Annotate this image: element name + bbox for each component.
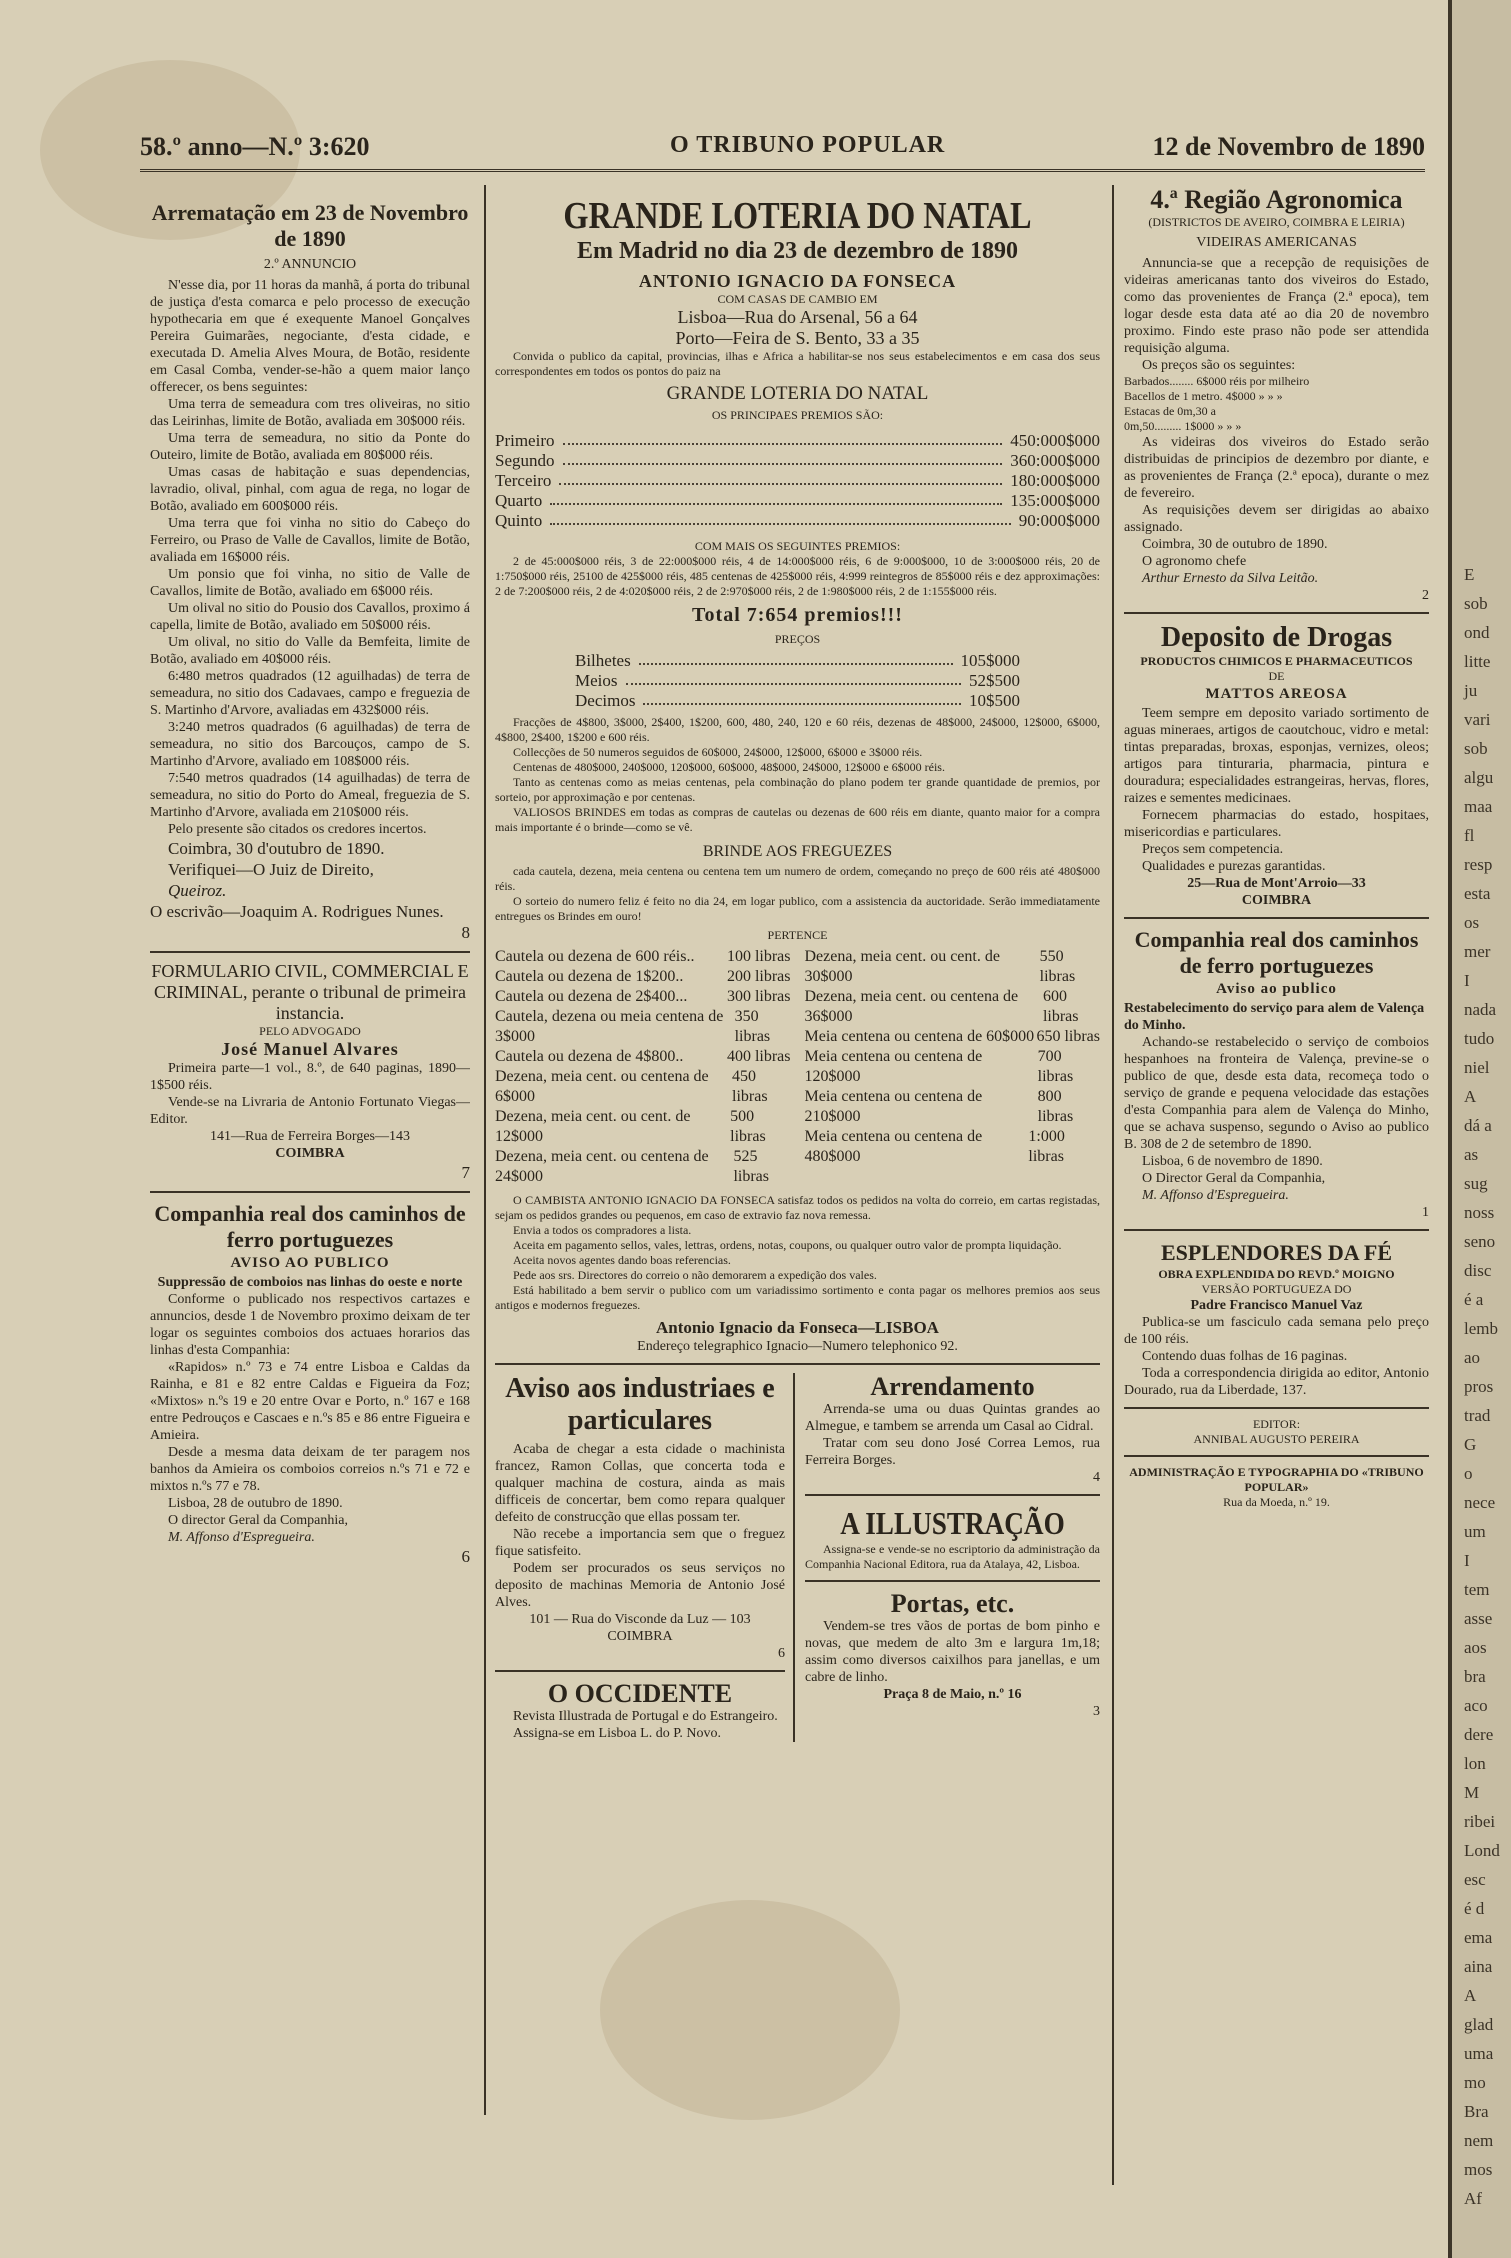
prize-label: Quarto (495, 491, 543, 510)
divider (150, 1191, 470, 1193)
price-list (575, 651, 1020, 711)
arrematacao-item: Uma terra de semeadura, no sitio da Ponte do Outeiro, limite de Botão, avaliada em 80$000 réis. (150, 431, 470, 463)
brinde-row: Dezena, meia cent. ou cent. de 12$000 500 libras (495, 1108, 766, 1145)
divider (1124, 1455, 1429, 1457)
next-page-fragment: seno (1464, 1232, 1496, 1251)
loteria-title2: GRANDE LOTERIA DO NATAL (666, 383, 929, 404)
next-page-fragment: niel (1464, 1058, 1490, 1077)
regiao-text: As requisições devem ser dirigidas ao abaixo assignado. (1124, 503, 1429, 535)
arrematacao-item: Pelo presente são citados os credores incertos. (168, 822, 427, 837)
arrematacao-item: Um olival, no sitio do Valle da Bemfeita, limite de Botão, avaliado em 40$000 réis. (150, 635, 470, 667)
drogas-text: Teem sempre em deposito variado sortimento de aguas mineraes, artigos de caoutchouc, vidro e metal: tintas preparadas, broxas, esponjas, vernizes, oleos; artigos para tinturaria, pharmacia, pintura e douradura; especialidades estrangeiras, hervas, flores, raizes e sementes medicinaes. (1124, 706, 1429, 806)
issue-number: 58.º anno—N.º 3:620 (140, 132, 370, 161)
next-page-fragment: resp (1464, 855, 1493, 874)
next-page-fragment: A (1464, 1087, 1477, 1106)
next-page-fragment: maa (1464, 797, 1493, 816)
arrematacao-item: Um ponsio que foi vinha, no sitio de Valle de Cavallos, limite de Botão, avaliado em 6$000 réis. (150, 567, 470, 599)
loteria-telegraph: Endereço telegraphico Ignacio—Numero telephonico 92. (637, 1339, 958, 1354)
arrematacao-clerk: O escrivão—Joaquim A. Rodrigues Nunes. (150, 902, 444, 921)
arrematacao-item: Uma terra que foi vinha no sitio do Cabeço do Ferreiro, ou Praso de Valle de Cavallos, limite de Botão, avaliada em 16$000 réis. (150, 516, 470, 565)
arrematacao-verif: Verifiquei—O Juiz de Direito, (168, 860, 374, 879)
next-page-fragment: asse (1464, 1609, 1493, 1628)
bottom-ads (495, 1373, 1100, 1742)
aviso-ind-text: Acaba de chegar a esta cidade o machinista francez, Ramon Collas, que concerta toda e qualquer machina de costura, ainda as mais difficeis de concertar, bem como repara qualquer defeito de construcção que ellas possam ter. (495, 1442, 785, 1525)
brinde-table (495, 947, 1100, 1187)
next-page-fragment: trad (1464, 1406, 1491, 1425)
bottom-ads-right (805, 1373, 1100, 1742)
arrematacao-title: Arrematação em 23 de Novembro de 1890 (151, 200, 469, 251)
next-page-fragment: dere (1464, 1725, 1494, 1744)
brinde-text: O sorteio do numero feliz é feito no dia 24, em logar publico, com a assistencia da auctoridade. Serão immediatamente entregues os Brindes em ouro! (495, 894, 1100, 923)
esplendores-author: Padre Francisco Manuel Vaz (1190, 1298, 1363, 1313)
price-label: Meios (575, 671, 618, 690)
formulario-by: PELO ADVOGADO (259, 1024, 361, 1038)
arrendamento-title: Arrendamento (870, 1372, 1035, 1401)
divider (805, 1494, 1100, 1496)
loteria-precos: PREÇOS (774, 632, 821, 646)
loteria-text: Aceita em pagamento sellos, vales, lettras, ordens, notas, coupons, ou qualquer outro valor de prompta liquidação. (513, 1238, 1062, 1252)
ad-number: 6 (778, 1646, 785, 1661)
loteria-text: Está habilitado a bem servir o publico com um variadissimo sortimento e conta pagar os melhores premios aos seus antigos e modernos freguezes. (495, 1283, 1100, 1312)
drogas-de: DE (1268, 669, 1285, 683)
price-row (575, 651, 1020, 671)
next-page-fragment: aos (1464, 1638, 1487, 1657)
esplendores-text: Toda a correspondencia dirigida ao editor, Antonio Dourado, rua da Liberdade, 137. (1124, 1366, 1429, 1398)
regiao-price: Bacellos de 1 metro. 4$000 » » » (1124, 389, 1283, 403)
companhia-sig: O director Geral da Companhia, (168, 1513, 348, 1528)
next-page-fragment: é a (1464, 1290, 1484, 1309)
price-value: 10$500 (969, 691, 1020, 710)
aviso-ind-text: Não recebe a importancia sem que o freguez fique satisfeito. (495, 1527, 785, 1559)
brinde-row: Dezena, meia cent. ou cent. de 30$000 550 libras (804, 948, 1076, 985)
loteria-title: GRANDE LOTERIA DO NATAL (563, 195, 1032, 237)
arrematacao-date: Coimbra, 30 d'outubro de 1890. (168, 839, 385, 858)
divider (1124, 612, 1429, 614)
next-page-fragment: ribei (1464, 1812, 1496, 1831)
next-page-fragment: ema (1464, 1928, 1493, 1947)
price-label: Bilhetes (575, 651, 631, 670)
portas-title: Portas, etc. (890, 1589, 1015, 1618)
editor-name: ANNIBAL AUGUSTO PEREIRA (1193, 1432, 1360, 1446)
next-page-fragment: sob (1464, 739, 1488, 758)
loteria-text: Tanto as centenas como as meias centenas, pela combinação do plano podem ter grande quantidade de premios, por sorteio, por approximação e por centenas. (495, 775, 1100, 804)
illustracao-title: A ILLUSTRAÇÃO (840, 1505, 1065, 1541)
prize-row (495, 511, 1100, 531)
regiao-text: Annuncia-se que a recepção de requisições de videiras americanas tanto dos viveiros do Estado, como das provenientes de França (2.ª epoca), tem logar desde esta data até ao dia 20 de novembro proximo. Findo este praso não pode ser attendida requisição alguma. (1124, 256, 1429, 356)
ad-number: 1 (1422, 1205, 1429, 1220)
pertence-label: PERTENCE (767, 928, 828, 942)
drogas-text: Qualidades e purezas garantidas. (1142, 859, 1326, 874)
next-page-fragment: pros (1464, 1377, 1494, 1396)
ad-number: 8 (461, 923, 470, 942)
illustracao-text: Assigna-se e vende-se no escriptorio da administração da Companhia Nacional Editora, rua da Atalaya, 42, Lisboa. (805, 1542, 1100, 1571)
aviso-ind-city: COIMBRA (607, 1629, 673, 1644)
divider (150, 951, 470, 953)
next-page-fragment: sob (1464, 594, 1488, 613)
regiao-text: As videiras dos viveiros do Estado serão distribuidas de principios de dezembro por diante, e as provenientes de França (2.ª epoca), durante o mez de fevereiro. (1124, 435, 1429, 501)
next-page-fragment: tudo (1464, 1029, 1495, 1048)
arrendamento-text: Tratar com seu dono José Correa Lemos, rua Ferreira Borges. (805, 1436, 1100, 1468)
companhia-text: Desde a mesma data deixam de ter paragem nos banhos da Amieira os comboios correios n.ºs 71 e 72 e mixtos n.ºs 77 e 78. (150, 1445, 470, 1494)
arrematacao-item: 3:240 metros quadrados (6 aguilhadas) de terra de semeadura, no sitio dos Barcouços, campo de S. Martinho d'Arvore, avaliado em 108$000 réis. (150, 720, 470, 769)
formulario-city: COIMBRA (275, 1146, 345, 1161)
brinde-row: Cautela ou dezena de 1$200.. 200 libras (495, 968, 791, 985)
next-page-fragment: M (1464, 1783, 1480, 1802)
column-3 (1124, 185, 1429, 2185)
next-page-fragment: os (1464, 913, 1480, 932)
loteria-text: Aceita novos agentes dando boas referencias. (513, 1253, 731, 1267)
loteria-agent: ANTONIO IGNACIO DA FONSECA (638, 271, 957, 291)
bottom-ads-left (495, 1373, 795, 1742)
occidente-text: Assigna-se em Lisboa L. do P. Novo. (513, 1726, 722, 1741)
regiao-title: 4.ª Região Agronomica (1150, 185, 1403, 214)
companhia-aviso: AVISO AO PUBLICO (230, 1255, 390, 1271)
next-page-fragment: ju (1464, 681, 1478, 700)
aviso-ind-text: Podem ser procurados os seus serviços no deposito de machinas Memoria de Antonio José Alves. (495, 1561, 785, 1610)
brinde-row: Meia centena ou centena de 120$000 700 libras (804, 1048, 1074, 1085)
brinde-row: Meia centena ou centena de 480$000 1:000 libras (804, 1128, 1065, 1165)
ad-number: 2 (1422, 588, 1429, 603)
companhia2-sig: O Director Geral da Companhia, (1142, 1171, 1326, 1186)
loteria-text: O CAMBISTA ANTONIO IGNACIO DA FONSECA satisfaz todos os pedidos na volta do correio, em cartas registadas, sejam os pedidos grandes ou pequenos, em caso de extravio faz nova remessa. (495, 1193, 1100, 1222)
next-page-fragment: Af (1464, 2189, 1482, 2208)
companhia-text: Conforme o publicado nos respectivos cartazes e annuncios, desde 1 de Novembro proximo deixam de ter logar os seguintes comboios dos actuaes horarios das linhas d'esta Companhia: (150, 1292, 470, 1358)
prize-row (495, 451, 1100, 471)
brinde-table-right (805, 947, 1101, 1187)
companhia-date: Lisboa, 28 de outubro de 1890. (168, 1496, 343, 1511)
loteria-total: Total 7:654 premios!!! (692, 604, 903, 626)
loteria-more: 2 de 45:000$000 réis, 3 de 22:000$000 réis, 4 de 14:000$000 réis, 6 de 9:000$000, 10 de 3:000$000 réis, 20 de 1:750$000 réis, 25100 de 425$000 réis, 485 centenas de 425$000 réis, 4:999 reintegros de 85$000 réis e dez approximações: 2 de 7:200$000 réis, 2 de 4:020$000 réis, 2 de 2:970$000 réis, 2 de 1:980$000 réis, 2 de 1:155$000 réis. (495, 554, 1100, 598)
next-page-fragment: aco (1464, 1696, 1488, 1715)
prize-label: Primeiro (495, 431, 555, 450)
loteria-principais: OS PRINCIPAES PREMIOS SÃO: (711, 408, 884, 422)
ad-number: 4 (1093, 1470, 1100, 1485)
masthead (140, 128, 1425, 172)
esplendores-sub: OBRA EXPLENDIDA DO REVD.º MOIGNO (1158, 1267, 1395, 1281)
next-page-fragment: nece (1464, 1493, 1496, 1512)
drogas-text: Fornecem pharmacias do estado, hospitaes, misericordias e particulares. (1124, 808, 1429, 840)
brinde-title: BRINDE AOS FREGUEZES (702, 843, 893, 860)
companhia-title: Companhia real dos caminhos de ferro portuguezes (154, 1201, 466, 1252)
esplendores-text: Publica-se um fasciculo cada semana pelo preço de 100 réis. (1124, 1315, 1429, 1347)
next-page-fragment: nada (1464, 1000, 1497, 1019)
companhia2-name: M. Affonso d'Espregueira. (1142, 1188, 1289, 1203)
brinde-table-left (495, 947, 791, 1187)
companhia-text: «Rapidos» n.º 73 e 74 entre Lisboa e Caldas da Rainha, e 81 e 82 entre Caldas e Figueira da Foz; «Mixtos» n.ºs 19 e 20 entre Ovar e Porto, n.º 167 e 168 entre Pedrouços e Cascaes e n.ºs 85 e 86 entre Figueira e Amieira. (150, 1360, 470, 1443)
prize-value: 450:000$000 (1010, 431, 1100, 450)
brinde-row: Cautela ou dezena de 600 réis.. 100 libras (495, 948, 791, 965)
loteria-subtitle: Em Madrid no dia 23 de dezembro de 1890 (577, 238, 1018, 264)
next-page-fragment: Bra (1464, 2102, 1489, 2121)
next-page-fragment: A (1464, 1986, 1477, 2005)
aviso-ind-title: Aviso aos industriaes e particulares (505, 1373, 775, 1436)
divider (1124, 917, 1429, 919)
brinde-row: Meia centena ou centena de 210$000 800 libras (804, 1088, 1074, 1125)
next-page-fragment: ao (1464, 1348, 1481, 1367)
column-2 (495, 195, 1100, 2075)
loteria-text: Envia a todos os compradores a lista. (513, 1223, 692, 1237)
next-page-fragment: litte (1464, 652, 1491, 671)
arrematacao-item: 7:540 metros quadrados (14 aguilhadas) de terra de semeadura, no sitio do Porto do Ameal, freguezia de S. Martinho d'Arvore, avaliada em 210$000 réis. (150, 771, 470, 820)
price-value: 105$000 (960, 651, 1020, 670)
loteria-casas: COM CASAS DE CAMBIO EM (717, 292, 878, 306)
esplendores-text: Contendo duas folhas de 16 paginas. (1142, 1349, 1348, 1364)
prize-row (495, 471, 1100, 491)
divider (805, 1580, 1100, 1582)
arrematacao-item: Um olival no sitio do Pousio dos Cavallos, proximo á capella, limite de Botão, avaliado em 50$000 réis. (150, 601, 470, 633)
next-page-fragment: aina (1464, 1957, 1493, 1976)
portas-address: Praça 8 de Maio, n.º 16 (883, 1687, 1022, 1702)
formulario-text: Primeira parte—1 vol., 8.º, de 640 paginas, 1890—1$500 réis. (150, 1061, 470, 1093)
brinde-row: Cautela ou dezena de 2$400... 300 libras (495, 988, 791, 1005)
column-rule (484, 185, 486, 2115)
next-page-fragment: é d (1464, 1899, 1485, 1918)
prize-value: 135:000$000 (1010, 491, 1100, 510)
next-page-edge (1452, 0, 1511, 2258)
arrematacao-body: N'esse dia, por 11 horas da manhã, á porta do tribunal de justiça d'esta comarca e pelo processo de execução hypothecaria em que é exequente Manoel Gonçalves Pereira Guimarães, negociante, d'esta cidade, e executada D. Amelia Alves Moura, de Botão, residente em Casal Comba, vender-se-hão a quem maior lanço offerecer, os bens seguintes: (150, 278, 470, 395)
next-page-fragment: I (1464, 1551, 1470, 1570)
next-page-fragment: ond (1464, 623, 1490, 642)
prize-value: 90:000$000 (1018, 511, 1100, 530)
prize-label: Terceiro (495, 471, 552, 490)
next-page-fragment: as (1464, 1145, 1479, 1164)
arrematacao-subtitle: 2.º ANNUNCIO (263, 257, 357, 272)
drogas-address: 25—Rua de Mont'Arroio—33 (1187, 876, 1366, 891)
drogas-title: Deposito de Drogas (1160, 622, 1393, 653)
brinde-row: Dezena, meia cent. ou centena de 36$000 600 libras (804, 988, 1079, 1025)
companhia2-aviso: Aviso ao publico (1216, 981, 1337, 997)
loteria-text: Pede aos srs. Directores do correio o não demorarem a expedição dos vales. (513, 1268, 877, 1282)
regiao-price: Estacas de 0m,30 a (1124, 404, 1216, 418)
next-page-fragment: o (1464, 1464, 1473, 1483)
companhia2-text: Achando-se restabelecido o serviço de comboios hespanhoes na fronteira de Valença, previne-se o publico de que, desde esta data, recomeça todo o serviço de grande e pequena velocidade das estações d'esta Companhia para alem de Valença do Minho, que se achava suspenso, segundo o Aviso ao publico B. 308 de 2 de setembro de 1890. (1124, 1035, 1429, 1152)
next-page-fragment: tem (1464, 1580, 1490, 1599)
regiao-sig: O agronomo chefe (1142, 554, 1247, 569)
next-page-fragment: I (1464, 971, 1470, 990)
drogas-owner: MATTOS AREOSA (1205, 686, 1348, 702)
next-page-fragment: esta (1464, 884, 1491, 903)
esplendores-title: ESPLENDORES DA FÉ (1160, 1240, 1393, 1265)
portas-text: Vendem-se tres vãos de portas de bom pinho e novas, que medem de alto 3m e largura 1m,18; assim como diversos caixilhos para janellas, e um cabre de linho. (805, 1619, 1100, 1685)
brinde-row: Cautela, dezena ou meia centena de 3$000 350 libras (495, 1008, 771, 1045)
price-value: 52$500 (969, 671, 1020, 690)
next-page-fragment: uma (1464, 2044, 1494, 2063)
next-page-fragment: esc (1464, 1870, 1486, 1889)
loteria-text: Collecções de 50 numeros seguidos de 60$000, 24$000, 12$000, 6$000 e 3$000 réis. (513, 745, 923, 759)
divider (1124, 1407, 1429, 1409)
next-page-fragment: mos (1464, 2160, 1493, 2179)
prize-label: Quinto (495, 511, 543, 530)
regiao-sub: VIDEIRAS AMERICANAS (1196, 235, 1357, 250)
formulario-address: 141—Rua de Ferreira Borges—143 (210, 1129, 410, 1144)
next-page-fragment: fl (1464, 826, 1475, 845)
next-page-fragment: disc (1464, 1261, 1492, 1280)
loteria-sign: Antonio Ignacio da Fonseca—LISBOA (656, 1318, 939, 1337)
price-row (575, 691, 1020, 711)
companhia2-title: Companhia real dos caminhos de ferro portuguezes (1134, 927, 1419, 978)
ad-number: 6 (461, 1547, 470, 1566)
editor-label: EDITOR: (1252, 1417, 1301, 1431)
ad-number: 3 (1093, 1704, 1100, 1719)
brinde-text: cada cautela, dezena, meia centena ou centena tem um numero de ordem, começando no preço de 600 réis até 480$000 réis. (495, 864, 1100, 893)
regiao-text: Os preços são os seguintes: (1142, 358, 1296, 373)
loteria-text: Centenas de 480$000, 240$000, 120$000, 60$000, 48$000, 24$000, 12$000 e 6$000 réis. (513, 760, 945, 774)
column-1 (150, 200, 470, 2200)
companhia2-date: Lisboa, 6 de novembro de 1890. (1142, 1154, 1323, 1169)
regiao-price: 0m,50......... 1$000 » » » (1124, 419, 1242, 433)
next-page-fragment: algu (1464, 768, 1494, 787)
editor-admin: ADMINISTRAÇÃO E TYPOGRAPHIA DO «TRIBUNO POPULAR» (1129, 1465, 1424, 1494)
next-page-fragment: glad (1464, 2015, 1494, 2034)
prize-row (495, 431, 1100, 451)
ad-number: 7 (461, 1163, 470, 1182)
next-page-fragment: bra (1464, 1667, 1486, 1686)
next-page-fragment: sug (1464, 1174, 1488, 1193)
loteria-lisboa: Lisboa—Rua do Arsenal, 56 a 64 (677, 307, 918, 327)
esplendores-sub2: VERSÃO PORTUGUEZA DO (1201, 1282, 1352, 1296)
loteria-text: VALIOSOS BRINDES em todas as compras de cautelas ou dezenas de 600 réis em diante, quanto maior for a compra mais importante é o brinde—como se vê. (495, 805, 1100, 834)
editor-address: Rua da Moeda, n.º 19. (1223, 1495, 1330, 1509)
loteria-porto: Porto—Feira de S. Bento, 33 a 35 (675, 328, 920, 348)
companhia-name: M. Affonso d'Espregueira. (168, 1530, 315, 1545)
drogas-city: COIMBRA (1241, 893, 1312, 908)
brinde-row: Cautela ou dezena de 4$800.. 400 libras (495, 1048, 791, 1065)
next-page-fragment: dá a (1464, 1116, 1492, 1135)
next-page-fragment: noss (1464, 1203, 1495, 1222)
loteria-mais: COM MAIS OS SEGUINTES PREMIOS: (694, 539, 901, 553)
loteria-intro: Convida o publico da capital, provincias, ilhas e Africa a habilitar-se nos seus estabelecimentos e em casa dos seus correspondentes em todos os pontos do paiz na (495, 349, 1100, 378)
next-page-fragment: mo (1464, 2073, 1486, 2092)
brinde-row: Dezena, meia cent. ou centena de 24$000 525 libras (495, 1148, 769, 1185)
regiao-price: Barbados........ 6$000 réis por milheiro (1124, 374, 1310, 388)
prize-list (495, 431, 1100, 531)
arrematacao-item: Umas casas de habitação e suas dependencias, lavradio, olival, pinhal, com agua de rega, no logar de Botão, avaliado em 600$000 réis. (150, 465, 470, 514)
newspaper-title: O TRIBUNO POPULAR (670, 132, 946, 158)
companhia-sub: Suppressão de comboios nas linhas do oeste e norte (157, 1275, 463, 1290)
aviso-ind-address: 101 — Rua do Visconde da Luz — 103 (529, 1612, 751, 1627)
loteria-text: Fracções de 4$800, 3$000, 2$400, 1$200, 600, 480, 240, 120 e 60 réis, dezenas de 48$000, 24$000, 12$000, 6$000, 4$800, 2$400, 1$200 e 600 réis. (495, 715, 1100, 744)
price-row (575, 671, 1020, 691)
arrendamento-text: Arrenda-se uma ou duas Quintas grandes ao Almegue, e tambem se arrenda um Casal ao Cidral. (805, 1402, 1100, 1434)
formulario-title: FORMULARIO CIVIL, COMMERCIAL E CRIMINAL, perante o tribunal de primeira instancia. (151, 961, 469, 1023)
prize-row (495, 491, 1100, 511)
next-page-fragment: lemb (1464, 1319, 1498, 1338)
next-page-fragment: Lond (1464, 1841, 1500, 1860)
drogas-sub: PRODUCTOS CHIMICOS E PHARMACEUTICOS (1140, 654, 1413, 668)
price-label: Decimos (575, 691, 636, 710)
prize-label: Segundo (495, 451, 555, 470)
arrematacao-item: Uma terra de semeadura com tres oliveiras, no sitio das Leirinhas, limite de Botão, avaliada em 30$000 réis. (150, 397, 470, 429)
occidente-title: O OCCIDENTE (547, 1679, 733, 1708)
next-page-fragment: G (1464, 1435, 1477, 1454)
prize-value: 180:000$000 (1010, 471, 1100, 490)
next-page-fragment: mer (1464, 942, 1491, 961)
divider (495, 1670, 785, 1672)
prize-value: 360:000$000 (1010, 451, 1100, 470)
next-page-fragment: lon (1464, 1754, 1486, 1773)
arrematacao-judge: Queiroz. (168, 881, 227, 900)
arrematacao-item: 6:480 metros quadrados (12 aguilhadas) de terra de semeadura, no sitio dos Cadavaes, campo e freguezia de S. Martinho d'Arvore, avaliadas em 432$000 réis. (150, 669, 470, 718)
brinde-row: Dezena, meia cent. ou centena de 6$000 450 libras (495, 1068, 768, 1105)
divider (495, 1363, 1100, 1365)
regiao-districts: (DISTRICTOS DE AVEIRO, COIMBRA E LEIRIA) (1148, 215, 1405, 229)
next-page-fragment: um (1464, 1522, 1486, 1541)
drogas-text: Preços sem competencia. (1142, 842, 1284, 857)
column-rule (1112, 185, 1114, 2185)
regiao-name: Arthur Ernesto da Silva Leitão. (1142, 571, 1319, 586)
issue-date: 12 de Novembro de 1890 (1152, 132, 1425, 161)
occidente-text: Revista Illustrada de Portugal e do Estrangeiro. (513, 1709, 778, 1724)
divider (1124, 1229, 1429, 1231)
companhia2-sub: Restabelecimento do serviço para alem de Valença do Minho. (1124, 1001, 1425, 1033)
next-page-fragment: nem (1464, 2131, 1494, 2150)
formulario-text: Vende-se na Livraria de Antonio Fortunato Viegas—Editor. (150, 1095, 470, 1127)
regiao-date: Coimbra, 30 de outubro de 1890. (1142, 537, 1328, 552)
next-page-fragment: vari (1464, 710, 1491, 729)
formulario-author: José Manuel Alvares (221, 1039, 399, 1059)
brinde-row: Meia centena ou centena de 60$000 650 libras (804, 1028, 1100, 1045)
next-page-fragment: E (1464, 565, 1475, 584)
